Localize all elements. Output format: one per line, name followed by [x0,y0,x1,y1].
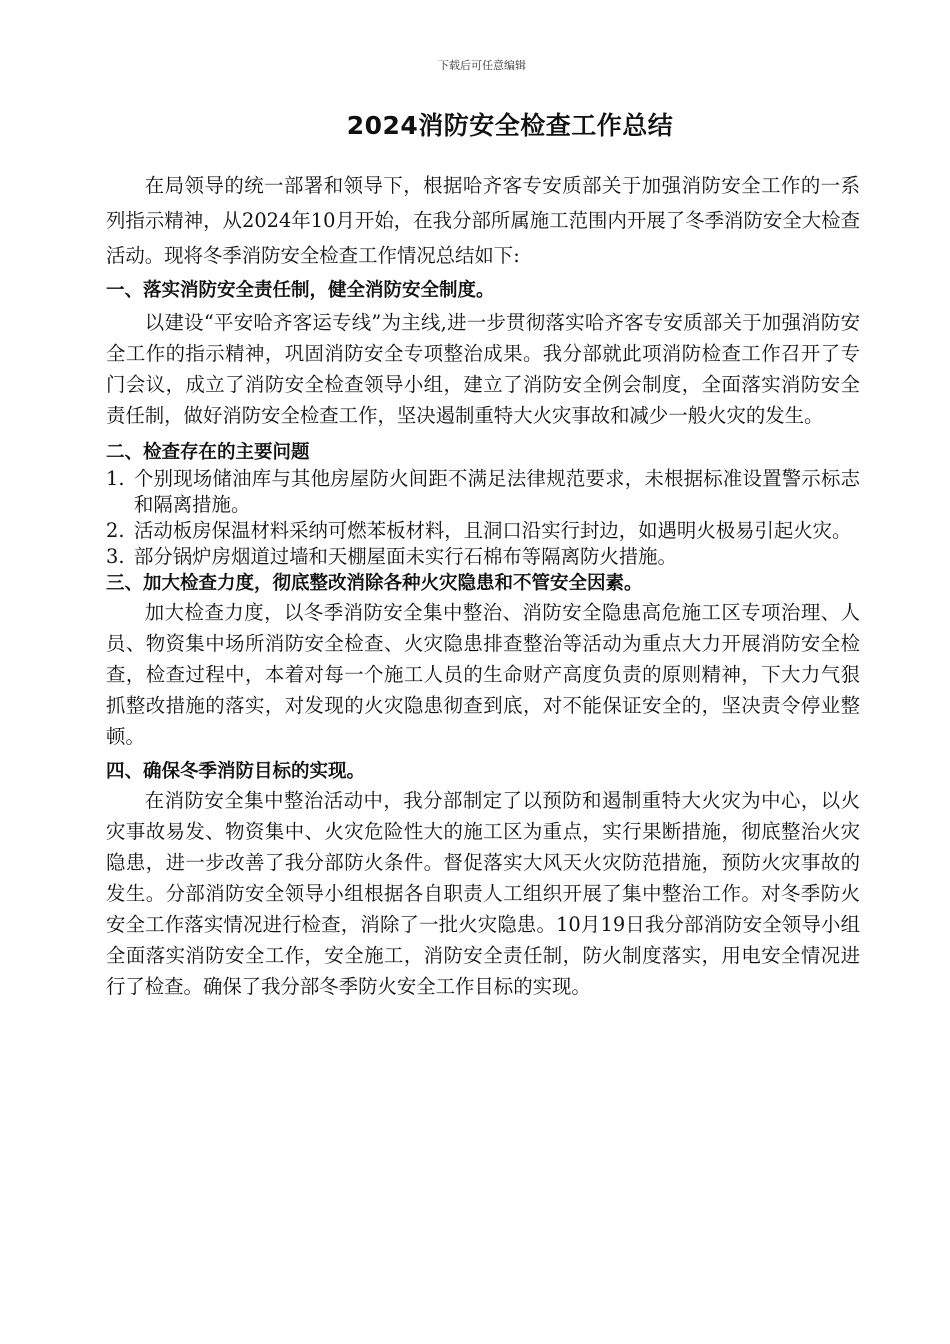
intro-paragraph: 在局领导的统一部署和领导下，根据哈齐客专安质部关于加强消防安全工作的一系列指示精神，从2024年10月开始，在我分部所属施工范围内开展了冬季消防安全大检查活动。现将冬季消防安全检查工作情况总结如下: [106,174,860,267]
list-item-number: 3. [106,545,125,568]
list-item [106,544,860,570]
document-title: 2024消防安全检查工作总结 [346,111,674,140]
section-1-heading: 一、落实消防安全责任制，健全消防安全制度。 [106,280,495,301]
header-note: 下载后可任意编辑 [438,59,526,72]
section-3-paragraph: 加大检查力度，以冬季消防安全集中整治、消防安全隐患高危施工区专项治理、人员、物资集中场所消防安全检查、火灾隐患排查整治等活动为重点大力开展消防安全检查，检查过程中，本着对每一个施工人员的生命财产高度负责的原则精神，下大力气狠抓整改措施的落实，对发现的火灾隐患彻查到底，对不能保证安全的，坚决责令停业整顿。 [106,601,860,748]
list-item-text: 个别现场储油库与其他房屋防火间距不满足法律规范要求，未根据标准设置警示标志和隔离措施。 [134,467,860,516]
list-item [106,518,860,544]
section-1-paragraph: 以建设“平安哈齐客运专线”为主线,进一步贯彻落实哈齐客专安质部关于加强消防安全工作的指示精神，巩固消防安全专项整治成果。我分部就此项消防检查工作召开了专门会议，成立了消防安全检查领导小组，建立了消防安全例会制度，全面落实消防安全责任制，做好消防安全检查工作，坚决遏制重特大火灾事故和减少一般火灾的发生。 [106,311,860,427]
issue-list [106,466,860,570]
list-item-number: 1. [106,467,125,490]
list-item-text: 活动板房保温材料采纳可燃苯板材料，且洞口沿实行封边，如遇明火极易引起火灾。 [134,519,852,542]
section-3-heading: 三、加大检查力度，彻底整改消除各种火灾隐患和不管安全因素。 [106,573,643,594]
list-item [106,466,860,518]
list-item-number: 2. [106,519,125,542]
section-4-heading: 四、确保冬季消防目标的实现。 [106,761,366,782]
list-item-text: 部分锅炉房烟道过墙和天棚屋面未实行石棉布等隔离防火措施。 [134,545,677,568]
section-4-paragraph: 在消防安全集中整治活动中，我分部制定了以预防和遏制重特大火灾为中心，以火灾事故易发、物资集中、火灾危险性大的施工区为重点，实行果断措施，彻底整治火灾隐患，进一步改善了我分部防火条件。督促落实大风天火灾防范措施，预防火灾事故的发生。分部消防安全领导小组根据各自职责人工组织开展了集中整治工作。对冬季防火安全工作落实情况进行检查，消除了一批火灾隐患。10月19日我分部消防安全领导小组全面落实消防安全工作，安全施工，消防安全责任制，防火制度落实，用电安全情况进行了检查。确保了我分部冬季防火安全工作目标的实现。 [106,789,860,998]
section-2-heading: 二、检查存在的主要问题 [106,442,310,463]
document-body [106,168,860,1002]
